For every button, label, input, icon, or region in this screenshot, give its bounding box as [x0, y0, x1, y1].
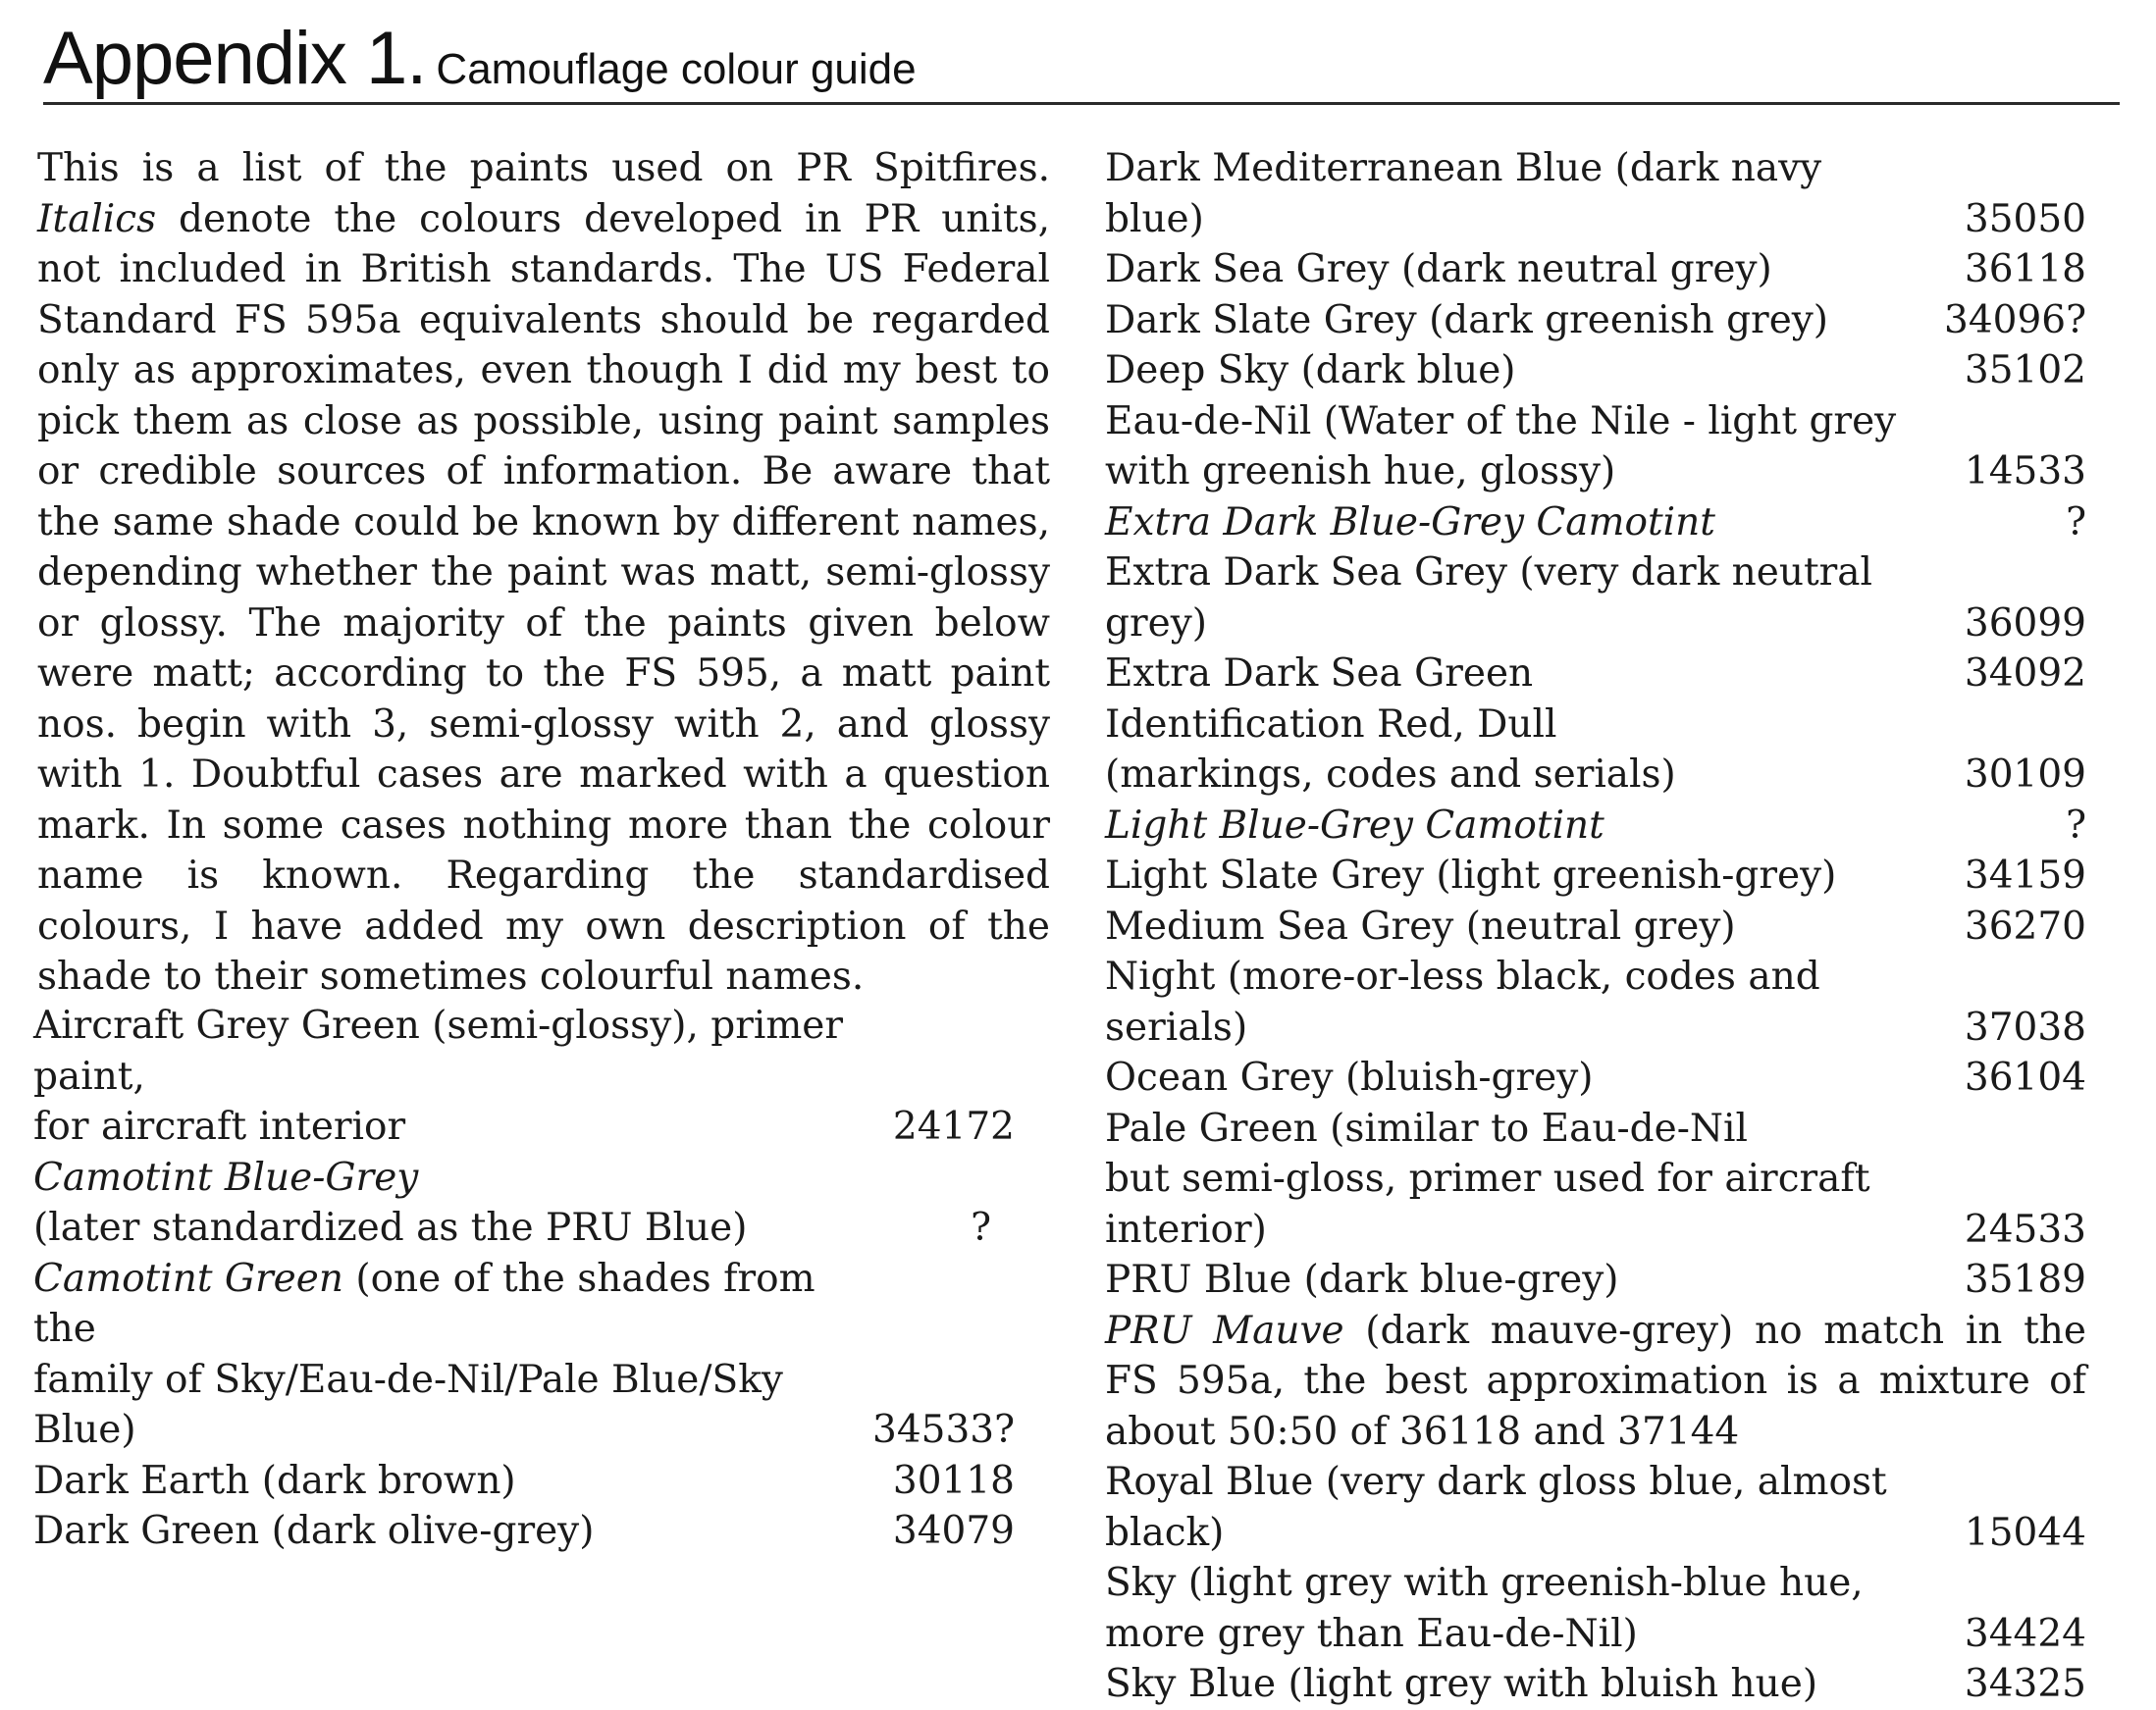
colour-name-line: but semi-gloss, primer used for aircraft interior)	[1105, 1157, 1870, 1252]
colour-entry	[1105, 547, 2086, 648]
colour-name-italic: Camotint Blue-Grey	[33, 1155, 419, 1200]
colour-name	[1105, 1558, 2086, 1659]
colour-name-line: with greenish hue, glossy)	[1105, 449, 1616, 493]
fs-code: 24533	[1964, 1207, 2086, 1252]
colour-entry	[1105, 1659, 2086, 1710]
colour-entry	[1105, 345, 2086, 396]
colour-name: Dark Sea Grey (dark neutral grey)	[1105, 247, 1772, 291]
colour-name-line: family of Sky/Eau-de-Nil/Pale Blue/Sky Blue)	[33, 1357, 783, 1452]
fs-code: ?	[2066, 803, 2086, 848]
colour-name-line: more grey than Eau-de-Nil)	[1105, 1611, 1638, 1656]
fs-code: 30109	[1964, 752, 2086, 797]
intro-italics-word: Italics	[37, 196, 157, 241]
colour-name: Medium Sea Grey (neutral grey)	[1105, 904, 1736, 949]
intro-text-rest: denote the colours developed in PR units, not included in British standards. The US Federal Standard FS 595a equivalents should be regarded only as approximates, even though I did my best to pick them as close as possible, using paint samples or credible sources of information. Be aware that the same shade could be known by different names, depending whether the paint was matt, semi-glossy or glossy. The majority of the paints given below were matt; according to the FS 595, a matt paint nos. begin with 3, semi-glossy with 2, and glossy with 1. Doubtful cases are marked with a question mark. In some cases nothing more than the colour name is known. Regarding the standardised colours, I have added my own description of the shade to their sometimes colourful names.	[37, 196, 1050, 999]
colour-name-line: Identification Red, Dull	[1105, 701, 1557, 747]
colour-entry	[1105, 1053, 2086, 1104]
colour-list-right	[1105, 143, 2086, 1710]
fs-code: 34079	[892, 1509, 1015, 1553]
intro-text-start: This is a list of the paints used on PR Spitfires.	[37, 146, 1050, 190]
fs-code: 34092	[1964, 651, 2086, 696]
colour-name	[1105, 1104, 2086, 1256]
colour-name: Light Blue-Grey Camotint	[1105, 803, 1604, 848]
fs-code: 37038	[1964, 1005, 2086, 1050]
appendix-number: Appendix 1.	[43, 17, 427, 100]
colour-name: Night (more-or-less black, codes and serials)	[1105, 955, 1820, 1050]
colour-name	[33, 1001, 1015, 1153]
colour-name-line: Aircraft Grey Green (semi-glossy), primer paint,	[33, 1004, 844, 1099]
colour-entry	[1105, 1255, 2086, 1306]
fs-code: ?	[2066, 499, 2086, 544]
colour-name	[1105, 396, 2086, 497]
colour-entry	[1105, 700, 2086, 801]
colour-entry	[1105, 244, 2086, 295]
colour-entry	[33, 1001, 1015, 1153]
fs-code: 30118	[892, 1458, 1015, 1503]
colour-name-line: (one of the shades from the	[33, 1256, 815, 1351]
colour-entry	[1105, 143, 2086, 244]
intro-paragraph	[37, 143, 1050, 1003]
fs-code: 36099	[1964, 600, 2086, 646]
colour-name-line: Eau-de-Nil (Water of the Nile - light grey	[1105, 398, 1897, 443]
colour-name: Extra Dark Sea Grey (very dark neutral grey)	[1105, 550, 1873, 646]
appendix-heading	[43, 14, 2120, 105]
colour-name: PRU Blue (dark blue-grey)	[1105, 1258, 1619, 1302]
colour-entry	[1105, 295, 2086, 346]
colour-name: Extra Dark Blue-Grey Camotint	[1105, 499, 1715, 544]
appendix-subtitle: Camouflage colour guide	[436, 45, 917, 93]
colour-name: Extra Dark Sea Green	[1105, 651, 1534, 696]
colour-entry	[1105, 1104, 2086, 1256]
colour-entry	[1105, 952, 2086, 1053]
colour-entry	[33, 1254, 1015, 1456]
colour-entry	[1105, 1306, 2086, 1458]
colour-name	[1105, 1306, 2086, 1458]
colour-name	[33, 1153, 1015, 1254]
fs-code: 15044	[1964, 1510, 2086, 1555]
colour-entry	[1105, 902, 2086, 953]
colour-name: Dark Green (dark olive-grey)	[33, 1509, 595, 1553]
colour-entry	[1105, 851, 2086, 902]
colour-name-line: for aircraft interior	[33, 1105, 406, 1149]
colour-name-italic: Camotint Green	[33, 1256, 343, 1301]
colour-name: Royal Blue (very dark gloss blue, almost black)	[1105, 1460, 1887, 1555]
fs-code: ?	[971, 1206, 991, 1250]
colour-name: Dark Earth (dark brown)	[33, 1458, 516, 1503]
fs-code: 36118	[1964, 247, 2086, 291]
colour-name-line: (later standardized as the PRU Blue)	[33, 1206, 748, 1250]
fs-code: 34424	[1964, 1611, 2086, 1656]
colour-entry	[1105, 497, 2086, 548]
colour-name: Light Slate Grey (light greenish-grey)	[1105, 854, 1837, 898]
colour-entry	[1105, 801, 2086, 852]
colour-entry	[1105, 648, 2086, 700]
colour-name: Deep Sky (dark blue)	[1105, 348, 1516, 392]
colour-name: Dark Mediterranean Blue (dark navy blue)	[1105, 146, 1822, 241]
colour-name: Ocean Grey (bluish-grey)	[1105, 1056, 1594, 1100]
fs-code: 34533?	[872, 1408, 1015, 1452]
colour-name-line: (dark mauve-grey) no match in the FS 595a, the best approximation is a mixture of about 50:50 of 36118 and 37144	[1105, 1308, 2086, 1454]
fs-code: 35189	[1964, 1258, 2086, 1302]
colour-name-italic: PRU Mauve	[1105, 1308, 1344, 1353]
colour-entry	[1105, 1457, 2086, 1558]
colour-name-line: Pale Green (similar to Eau-de-Nil	[1105, 1106, 1748, 1151]
colour-entry	[33, 1153, 1015, 1254]
fs-code: 34096?	[1944, 297, 2086, 342]
colour-name: Sky Blue (light grey with bluish hue)	[1105, 1662, 1818, 1706]
colour-name-line: (markings, codes and serials)	[1105, 752, 1676, 797]
colour-entry	[33, 1456, 1015, 1507]
fs-code: 24172	[892, 1105, 1015, 1149]
fs-code: 34325	[1964, 1662, 2086, 1706]
fs-code: 35050	[1964, 196, 2086, 241]
colour-name	[1105, 700, 2086, 801]
colour-entry	[1105, 1558, 2086, 1659]
fs-code: 34159	[1964, 854, 2086, 898]
colour-entry	[33, 1506, 1015, 1557]
fs-code: 36104	[1964, 1056, 2086, 1100]
fs-code: 14533	[1964, 449, 2086, 493]
colour-name-line: Sky (light grey with greenish-blue hue,	[1105, 1561, 1864, 1605]
colour-list-left	[33, 1001, 1015, 1557]
fs-code: 35102	[1964, 348, 2086, 392]
colour-name	[33, 1254, 1015, 1456]
colour-name: Dark Slate Grey (dark greenish grey)	[1105, 297, 1829, 342]
colour-entry	[1105, 396, 2086, 497]
fs-code: 36270	[1964, 904, 2086, 949]
